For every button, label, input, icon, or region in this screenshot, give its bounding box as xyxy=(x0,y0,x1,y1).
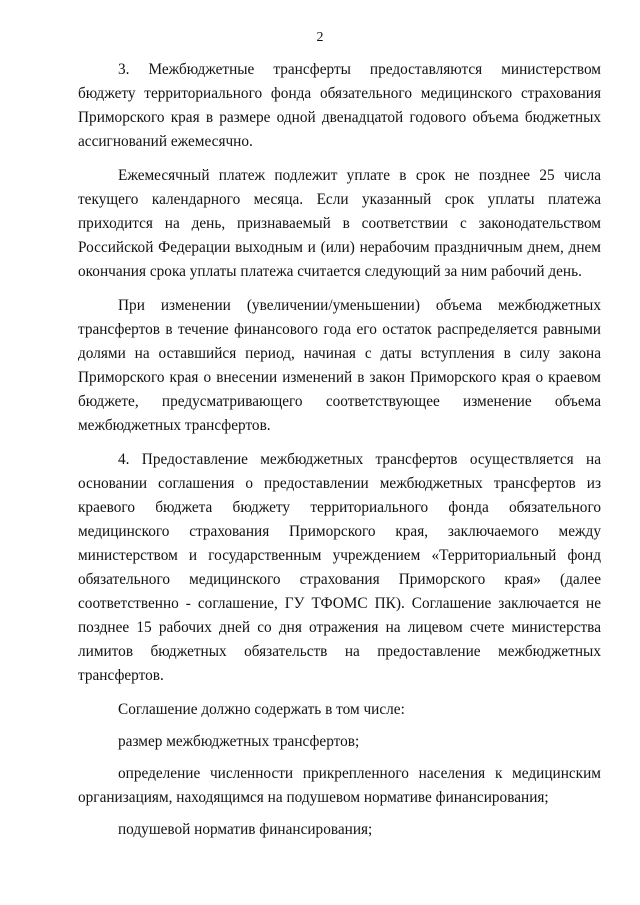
paragraph-transfer-amount: размер межбюджетных трансфертов; xyxy=(118,733,360,750)
paragraph-payment-deadline: Ежемесячный платеж подлежит уплате в срок не позднее 25 числа текущего календарного месяца. Если указанный срок уплаты платежа приходится на день, признаваемый в соответствии с законодательством Российской Федерации выходным и (или) нерабочим праздничным днем, днем окончания срока уплаты платежа считается следующий за ним рабочий день. xyxy=(78,167,601,280)
document-body xyxy=(78,58,601,850)
paragraph-agreement-contents-intro: Соглашение должно содержать в том числе: xyxy=(118,701,405,718)
paragraph-per-capita-norm: подушевой норматив финансирования; xyxy=(118,821,373,838)
page-number: 2 xyxy=(316,30,324,45)
paragraph-agreement-basis: 4. Предоставление межбюджетных трансфертов осуществляется на основании соглашения о предоставлении межбюджетных трансфертов из краевого бюджета бюджету территориального фонда обязательного медицинского страхования Приморского края, заключаемого между министерством и государственным учреждением «Территориальный фонд обязательного медицинского страхования Приморского края» (далее соответственно - соглашение, ГУ ТФОМС ПК). Соглашение заключается не позднее 15 рабочих дней со дня отражения на лицевом счете министерства лимитов бюджетных обязательств на предоставление межбюджетных трансфертов. xyxy=(78,451,601,684)
paragraph-population-determination: определение численности прикрепленного населения к медицинским организациям, находящимся на подушевом нормативе финансирования; xyxy=(78,765,601,806)
paragraph-volume-change: При изменении (увеличении/уменьшении) объема межбюджетных трансфертов в течение финансового года его остаток распределяется равными долями на оставшийся период, начиная с даты вступления в силу закона Приморского края о внесении изменений в закон Приморского края о краевом бюджете, предусматривающего соответствующее изменение объема межбюджетных трансфертов. xyxy=(78,297,601,434)
paragraph-transfers-monthly: 3. Межбюджетные трансферты предоставляются министерством бюджету территориального фонда обязательного медицинского страхования Приморского края в размере одной двенадцатой годового объема бюджетных ассигнований ежемесячно. xyxy=(78,61,601,150)
